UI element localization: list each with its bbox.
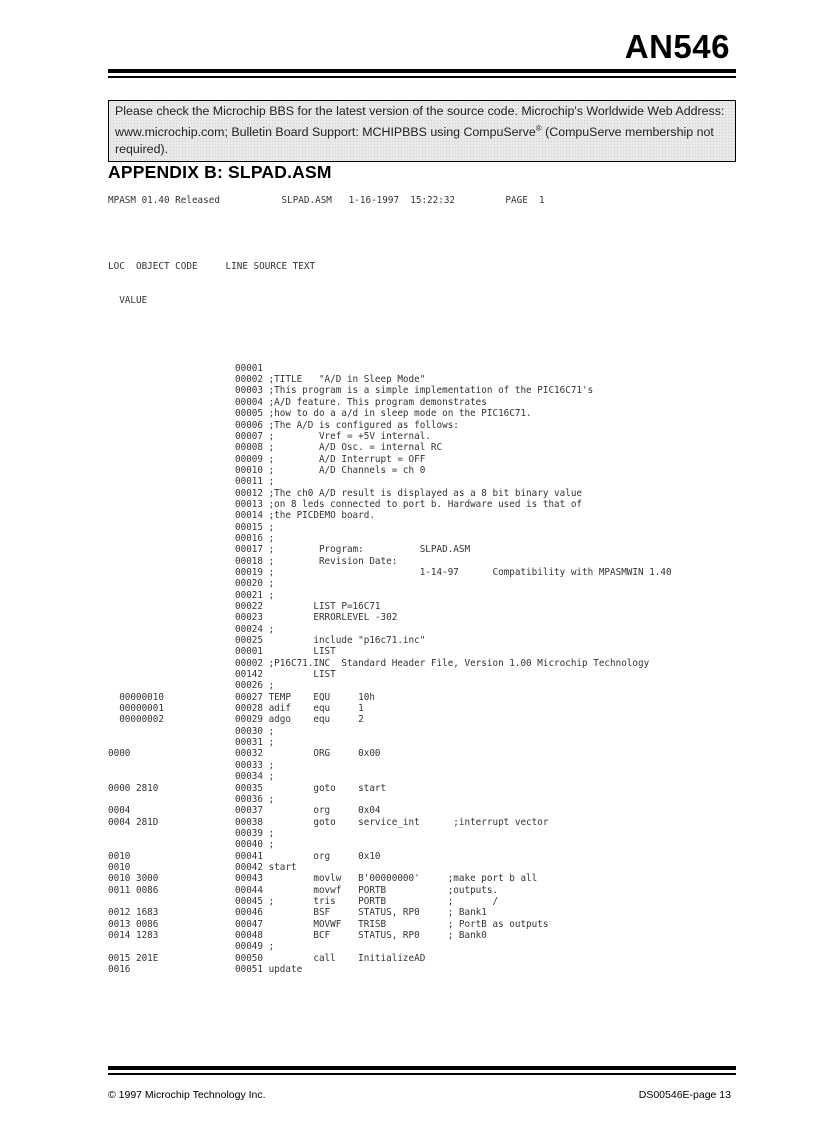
listing-line: [108, 646, 336, 658]
source-text: 00047 MOVWF TRISB ; PortB as outputs: [235, 918, 549, 930]
listing-line: [108, 476, 315, 487]
object-code: 0015 201E: [108, 952, 159, 964]
source-text: 00026 ;: [235, 680, 275, 692]
source-text: 00030 ;: [235, 725, 275, 737]
listing-line: [108, 726, 315, 737]
listing-line: [108, 396, 487, 408]
source-text: 00005 ;how to do a a/d in sleep mode on the PIC16C71.: [235, 408, 532, 420]
listing-line: [108, 782, 387, 794]
source-text: 00049 ;: [235, 941, 275, 953]
source-text: 00007 ; Vref = +5V internal.: [235, 430, 431, 442]
listing-line: [108, 805, 381, 817]
object-code: 0010: [108, 850, 131, 862]
notice-line-2-tail: (CompuServe membership not: [541, 125, 714, 140]
object-code: 0000 2810: [108, 782, 159, 794]
listing-line: [108, 419, 459, 431]
source-text: 00014 ;the PICDEMO board.: [235, 510, 375, 522]
listing-line: [108, 578, 315, 589]
object-code: 00000001: [108, 703, 164, 715]
object-code: 0016: [108, 964, 131, 975]
listing-line: [108, 771, 315, 782]
object-code: 0004: [108, 805, 131, 817]
notice-line-2-text: www.microchip.com; Bulletin Board Support: MCHIPBBS using CompuServe: [115, 125, 536, 140]
listing-line: [108, 555, 398, 567]
listing-line: [108, 669, 336, 681]
source-text: 00033 ;: [235, 759, 275, 771]
object-code: 0010 3000: [108, 873, 159, 885]
listing-line: [108, 918, 549, 930]
listing-line: [108, 850, 381, 862]
listing-spacer: [108, 329, 315, 340]
source-text: 00020 ;: [235, 578, 275, 590]
listing-line: [108, 691, 375, 703]
source-text: 00043 movlw B'00000000' ;make port b all: [235, 873, 538, 885]
notice-line-2: [115, 120, 729, 141]
listing-line: [108, 828, 315, 839]
column-header-line-1: LOC OBJECT CODE LINE SOURCE TEXT: [108, 260, 316, 272]
listing-line: [108, 544, 471, 556]
object-code: 00000002: [108, 714, 164, 726]
listing-line: [108, 929, 487, 941]
source-text: 00036 ;: [235, 793, 275, 805]
source-text: 00042 start: [235, 861, 297, 873]
listing-line: [108, 952, 426, 964]
source-text: 00022 LIST P=16C71: [235, 601, 381, 612]
header-rule-thick: [108, 69, 736, 73]
listing-line: [108, 464, 426, 476]
listing-line: [108, 839, 315, 850]
listing-line: [108, 408, 532, 420]
footer-page-number: DS00546E-page 13: [638, 1089, 731, 1101]
source-text: 00046 BSF STATUS, RP0 ; Bank1: [235, 907, 487, 919]
listing-line: [108, 907, 487, 919]
source-text: 00001 LIST: [235, 646, 336, 658]
source-text: 00025 include "p16c71.inc": [235, 635, 426, 647]
listing-line: [108, 498, 583, 510]
source-text: 00021 ;: [235, 589, 275, 601]
source-text: 00012 ;The ch0 A/D result is displayed as a 8 bit binary value: [235, 487, 583, 499]
footer-copyright: © 1997 Microchip Technology Inc.: [108, 1089, 266, 1101]
notice-line-3: required).: [115, 142, 169, 157]
listing-line: [108, 510, 375, 522]
object-code: 0014 1283: [108, 929, 159, 941]
listing-line: [108, 624, 315, 635]
source-text: 00050 call InitializeAD: [235, 952, 426, 964]
appendix-title: APPENDIX B: SLPAD.ASM: [108, 162, 332, 182]
listing-line: [108, 430, 431, 442]
source-text: 00039 ;: [235, 827, 275, 839]
source-text: 00034 ;: [235, 771, 275, 783]
document-id: AN546: [624, 28, 730, 65]
source-text: 00001: [235, 362, 263, 374]
notice-box: [108, 100, 736, 162]
source-text: 00024 ;: [235, 623, 275, 635]
listing-line: [108, 612, 398, 624]
listing-line: [108, 657, 650, 669]
listing-line: [108, 760, 315, 771]
source-text: 00029 adgo equ 2: [235, 714, 364, 726]
listing-body: [108, 362, 672, 976]
listing-line: [108, 590, 315, 601]
object-code: 0004 281D: [108, 816, 159, 828]
listing-line: [108, 703, 364, 715]
listing-header: MPASM 01.40 Released SLPAD.ASM 1-16-1997 15:22:32 PAGE 1: [108, 195, 545, 206]
source-text: 00002 ;TITLE "A/D in Sleep Mode": [235, 374, 426, 386]
source-text: 00027 TEMP EQU 10h: [235, 691, 375, 703]
listing-line: [108, 680, 315, 691]
source-listing: [108, 238, 672, 987]
object-code: 00000010: [108, 691, 164, 703]
source-text: 00044 movwf PORTB ;outputs.: [235, 884, 499, 896]
source-text: 00011 ;: [235, 476, 275, 488]
listing-line: [108, 964, 315, 975]
listing-line: [108, 566, 672, 578]
source-text: 00051 update: [235, 964, 303, 975]
source-text: 00013 ;on 8 leds connected to port b. Hardware used is that of: [235, 498, 583, 510]
listing-line: [108, 884, 499, 896]
listing-line: [108, 862, 315, 873]
source-text: 00015 ;: [235, 521, 275, 533]
listing-line: [108, 453, 426, 465]
footer-rule-thick: [108, 1066, 736, 1070]
source-text: 00032 ORG 0x00: [235, 748, 381, 760]
listing-line: [108, 714, 364, 726]
source-text: 00037 org 0x04: [235, 805, 381, 817]
source-text: 00038 goto service_int ;interrupt vector: [235, 816, 549, 828]
listing-line: [108, 522, 315, 533]
source-text: 00035 goto start: [235, 782, 387, 794]
object-code: 0000: [108, 748, 131, 760]
registered-mark: ®: [535, 124, 542, 133]
listing-line: [108, 374, 426, 386]
object-code: 0010: [108, 861, 131, 873]
header-rule-thin: [108, 76, 736, 78]
source-text: 00003 ;This program is a simple implementation of the PIC16C71's: [235, 385, 594, 397]
listing-line: [108, 941, 315, 952]
listing-line: [108, 748, 381, 760]
source-text: 00016 ;: [235, 532, 275, 544]
source-text: 00009 ; A/D Interrupt = OFF: [235, 453, 426, 465]
source-text: 00002 ;P16C71.INC Standard Header File, Version 1.00 Microchip Technology: [235, 657, 650, 669]
listing-line: [108, 442, 443, 454]
object-code: 0012 1683: [108, 907, 159, 919]
source-text: 00023 ERRORLEVEL -302: [235, 612, 398, 624]
listing-line: [108, 487, 583, 499]
listing-line: [108, 873, 538, 885]
source-text: 00041 org 0x10: [235, 850, 381, 862]
listing-line: [108, 533, 315, 544]
notice-line-1: Please check the Microchip BBS for the latest version of the source code. Microchip's Worldwide Web Address:: [115, 104, 725, 118]
listing-line: [108, 385, 594, 397]
listing-line: [108, 363, 315, 374]
source-text: 00040 ;: [235, 839, 275, 851]
source-text: 00018 ; Revision Date:: [235, 555, 398, 567]
object-code: 0013 0086: [108, 918, 159, 930]
source-text: 00010 ; A/D Channels = ch 0: [235, 464, 426, 476]
source-text: 00019 ; 1-14-97 Compatibility with MPASMWIN 1.40: [235, 566, 672, 578]
object-code: 0011 0086: [108, 884, 159, 896]
source-text: 00008 ; A/D Osc. = internal RC: [235, 442, 443, 454]
source-text: 00142 LIST: [235, 669, 336, 681]
column-header-line-2: VALUE: [108, 294, 148, 306]
source-text: 00006 ;The A/D is configured as follows:: [235, 419, 459, 431]
listing-line: [108, 737, 315, 748]
listing-line: [108, 794, 315, 805]
listing-line: [108, 816, 549, 828]
source-text: 00048 BCF STATUS, RP0 ; Bank0: [235, 929, 487, 941]
source-text: 00045 ; tris PORTB ; /: [235, 895, 499, 907]
listing-line: [108, 601, 381, 612]
footer-rule-thin: [108, 1073, 736, 1075]
listing-line: [108, 635, 426, 647]
listing-line: [108, 895, 499, 907]
source-text: 00031 ;: [235, 737, 275, 749]
source-text: 00028 adif equ 1: [235, 703, 364, 715]
source-text: 00004 ;A/D feature. This program demonstrates: [235, 396, 487, 408]
source-text: 00017 ; Program: SLPAD.ASM: [235, 544, 471, 556]
